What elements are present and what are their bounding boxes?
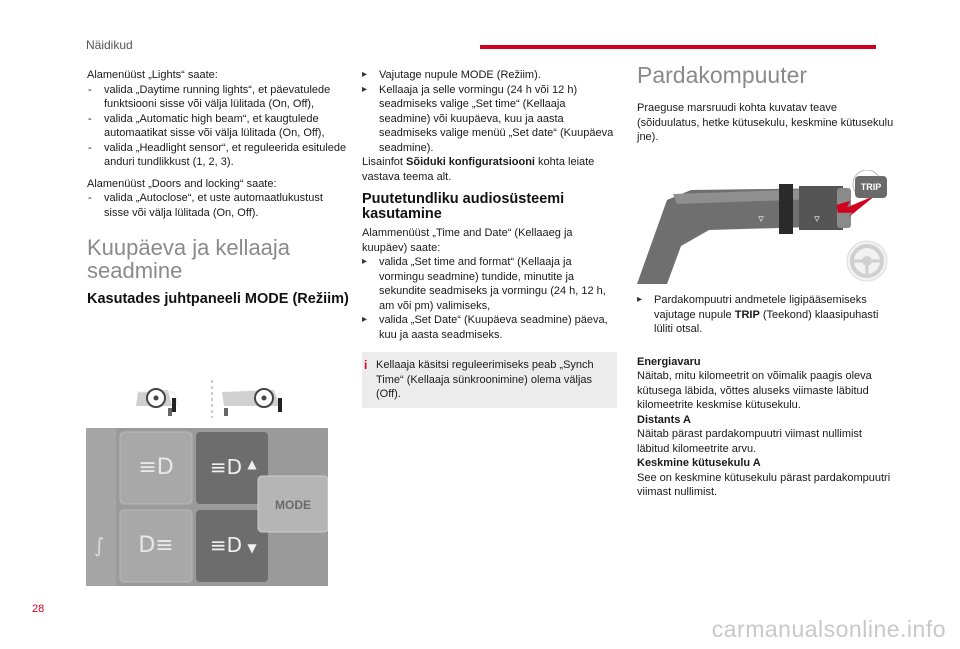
svg-text:∫: ∫ xyxy=(94,533,105,557)
svg-text:▲: ▲ xyxy=(247,457,257,471)
lights-list xyxy=(87,83,349,170)
heading-date-time: Kuupäeva ja kellaaja seadmine xyxy=(87,235,291,283)
svg-text:▿: ▿ xyxy=(758,212,764,225)
info-block-text: Näitab pärast pardakompuutri viimast nullimist läbitud kilomeetrite arvu. xyxy=(637,428,862,455)
heading-trip-computer: Pardakompuuter xyxy=(637,62,808,88)
list-item: - valida „Autoclose“, et uste automaatlukustust sisse või välja lülitada (On, Off). xyxy=(87,191,349,220)
svg-text:≡D: ≡D xyxy=(209,455,243,479)
watermark: carmanualsonline.info xyxy=(711,616,946,642)
mode-button-label: MODE xyxy=(275,498,311,512)
info-block-text: Näitab, mitu kilomeetrit on võimalik paagis oleva kütusega läbida, võttes aluseks viimaste läbitud kilomeetrite keskmise kütusekulu. xyxy=(637,370,872,411)
heading-mode-panel: Kasutades juhtpaneeli MODE (Režiim) xyxy=(87,291,349,307)
info-block xyxy=(637,456,895,500)
column-1 xyxy=(87,68,349,307)
info-block-text: See on keskmine kütusekulu pärast pardakompuutri viimast nullimist. xyxy=(637,471,891,498)
svg-text:▼: ▼ xyxy=(247,541,257,555)
svg-text:D≡: D≡ xyxy=(138,533,174,558)
steering-wheel-icon xyxy=(844,238,890,284)
more-info-link: Sõiduki konfiguratsiooni xyxy=(406,156,535,168)
list-item: ▸ Kellaaja ja selle vormingu (24 h või 12 h) seadmiseks valige „Set time“ (Kellaaja seadmine) või kuupäeva, kuu ja aasta seadmiseks valige menüü „Set date“ (Kuupäeva seadmine). xyxy=(362,83,617,156)
svg-text:▿: ▿ xyxy=(814,212,820,225)
mode-panel-illustration xyxy=(86,428,328,586)
doors-intro: Alamenüüst „Doors and locking“ saate: xyxy=(87,177,277,190)
step-text: (Teekond) klaasipuhasti lüliti otsal. xyxy=(654,308,879,335)
page-number: 28 xyxy=(32,603,45,615)
time-date-list xyxy=(362,255,617,342)
doors-list xyxy=(87,191,349,220)
mode-steps xyxy=(362,68,617,155)
note-box xyxy=(362,352,617,408)
header-rule xyxy=(480,45,876,49)
time-date-intro: Alammenüüst „Time and Date“ (Kellaaeg ja kuupäev) saate: xyxy=(362,227,573,254)
trip-intro: Praeguse marsruudi kohta kuvatav teave (sõiduulatus, hetke kütusekulu, keskmine kütusekulu jne). xyxy=(637,102,894,143)
info-block xyxy=(637,413,895,457)
lights-intro: Alamenüüst „Lights“ saate: xyxy=(87,69,218,81)
list-item: ▸ valida „Set Date“ (Kuupäeva seadmine) päeva, kuu ja aasta seadmiseks. xyxy=(362,313,617,342)
trip-button-label: TRIP xyxy=(855,176,887,198)
list-item xyxy=(637,293,895,337)
column-3 xyxy=(637,64,895,145)
svg-text:≡D: ≡D xyxy=(138,455,174,480)
list-item: ▸ Vajutage nupule MODE (Režiim). xyxy=(362,68,617,83)
column-2 xyxy=(362,68,617,408)
info-block xyxy=(637,355,895,413)
trip-details xyxy=(637,293,895,500)
info-block-title: Energiavaru xyxy=(637,355,701,368)
more-info xyxy=(362,155,617,184)
trip-steps xyxy=(637,293,895,337)
list-item: - valida „Daytime running lights“, et päevatulede funktsiooni sisse või välja lülitada (On, Off), xyxy=(87,83,349,112)
info-icon: i xyxy=(364,358,368,372)
info-block-title: Distants A xyxy=(637,413,691,426)
note-text: Kellaaja käsitsi reguleerimiseks peab „Synch Time“ (Kellaaja sünkroonimine) olema väljas (Off). xyxy=(376,359,594,400)
step-bold: TRIP xyxy=(734,308,760,321)
more-info-text: kohta leiate vastava teema alt. xyxy=(362,156,595,183)
svg-text:≡D: ≡D xyxy=(209,533,243,557)
more-info-text: Lisainfot xyxy=(362,156,407,168)
info-block-title: Keskmine kütusekulu A xyxy=(637,457,761,469)
step-text: Pardakompuutri andmetele ligipääsemiseks vajutage nupule xyxy=(654,294,867,321)
list-item: - valida „Headlight sensor“, et reguleerida esitulede anduri tundlikkust (1, 2, 3). xyxy=(87,141,349,170)
section-label: Näidikud xyxy=(86,38,133,52)
list-item: ▸ valida „Set time and format“ (Kellaaja ja vormingu seadmine) tundide, minutite ja sekundite seadmiseks ja vormingu (24 h, 12 h, am või pm) valimiseks, xyxy=(362,255,617,313)
heading-touch-audio: Puutetundliku audiosüsteemi kasutamine xyxy=(362,191,565,222)
steering-position-illustration xyxy=(128,378,296,418)
list-item: - valida „Automatic high beam“, et kaugtulede automaatikat sisse või välja lülitada (On, Off), xyxy=(87,112,349,141)
